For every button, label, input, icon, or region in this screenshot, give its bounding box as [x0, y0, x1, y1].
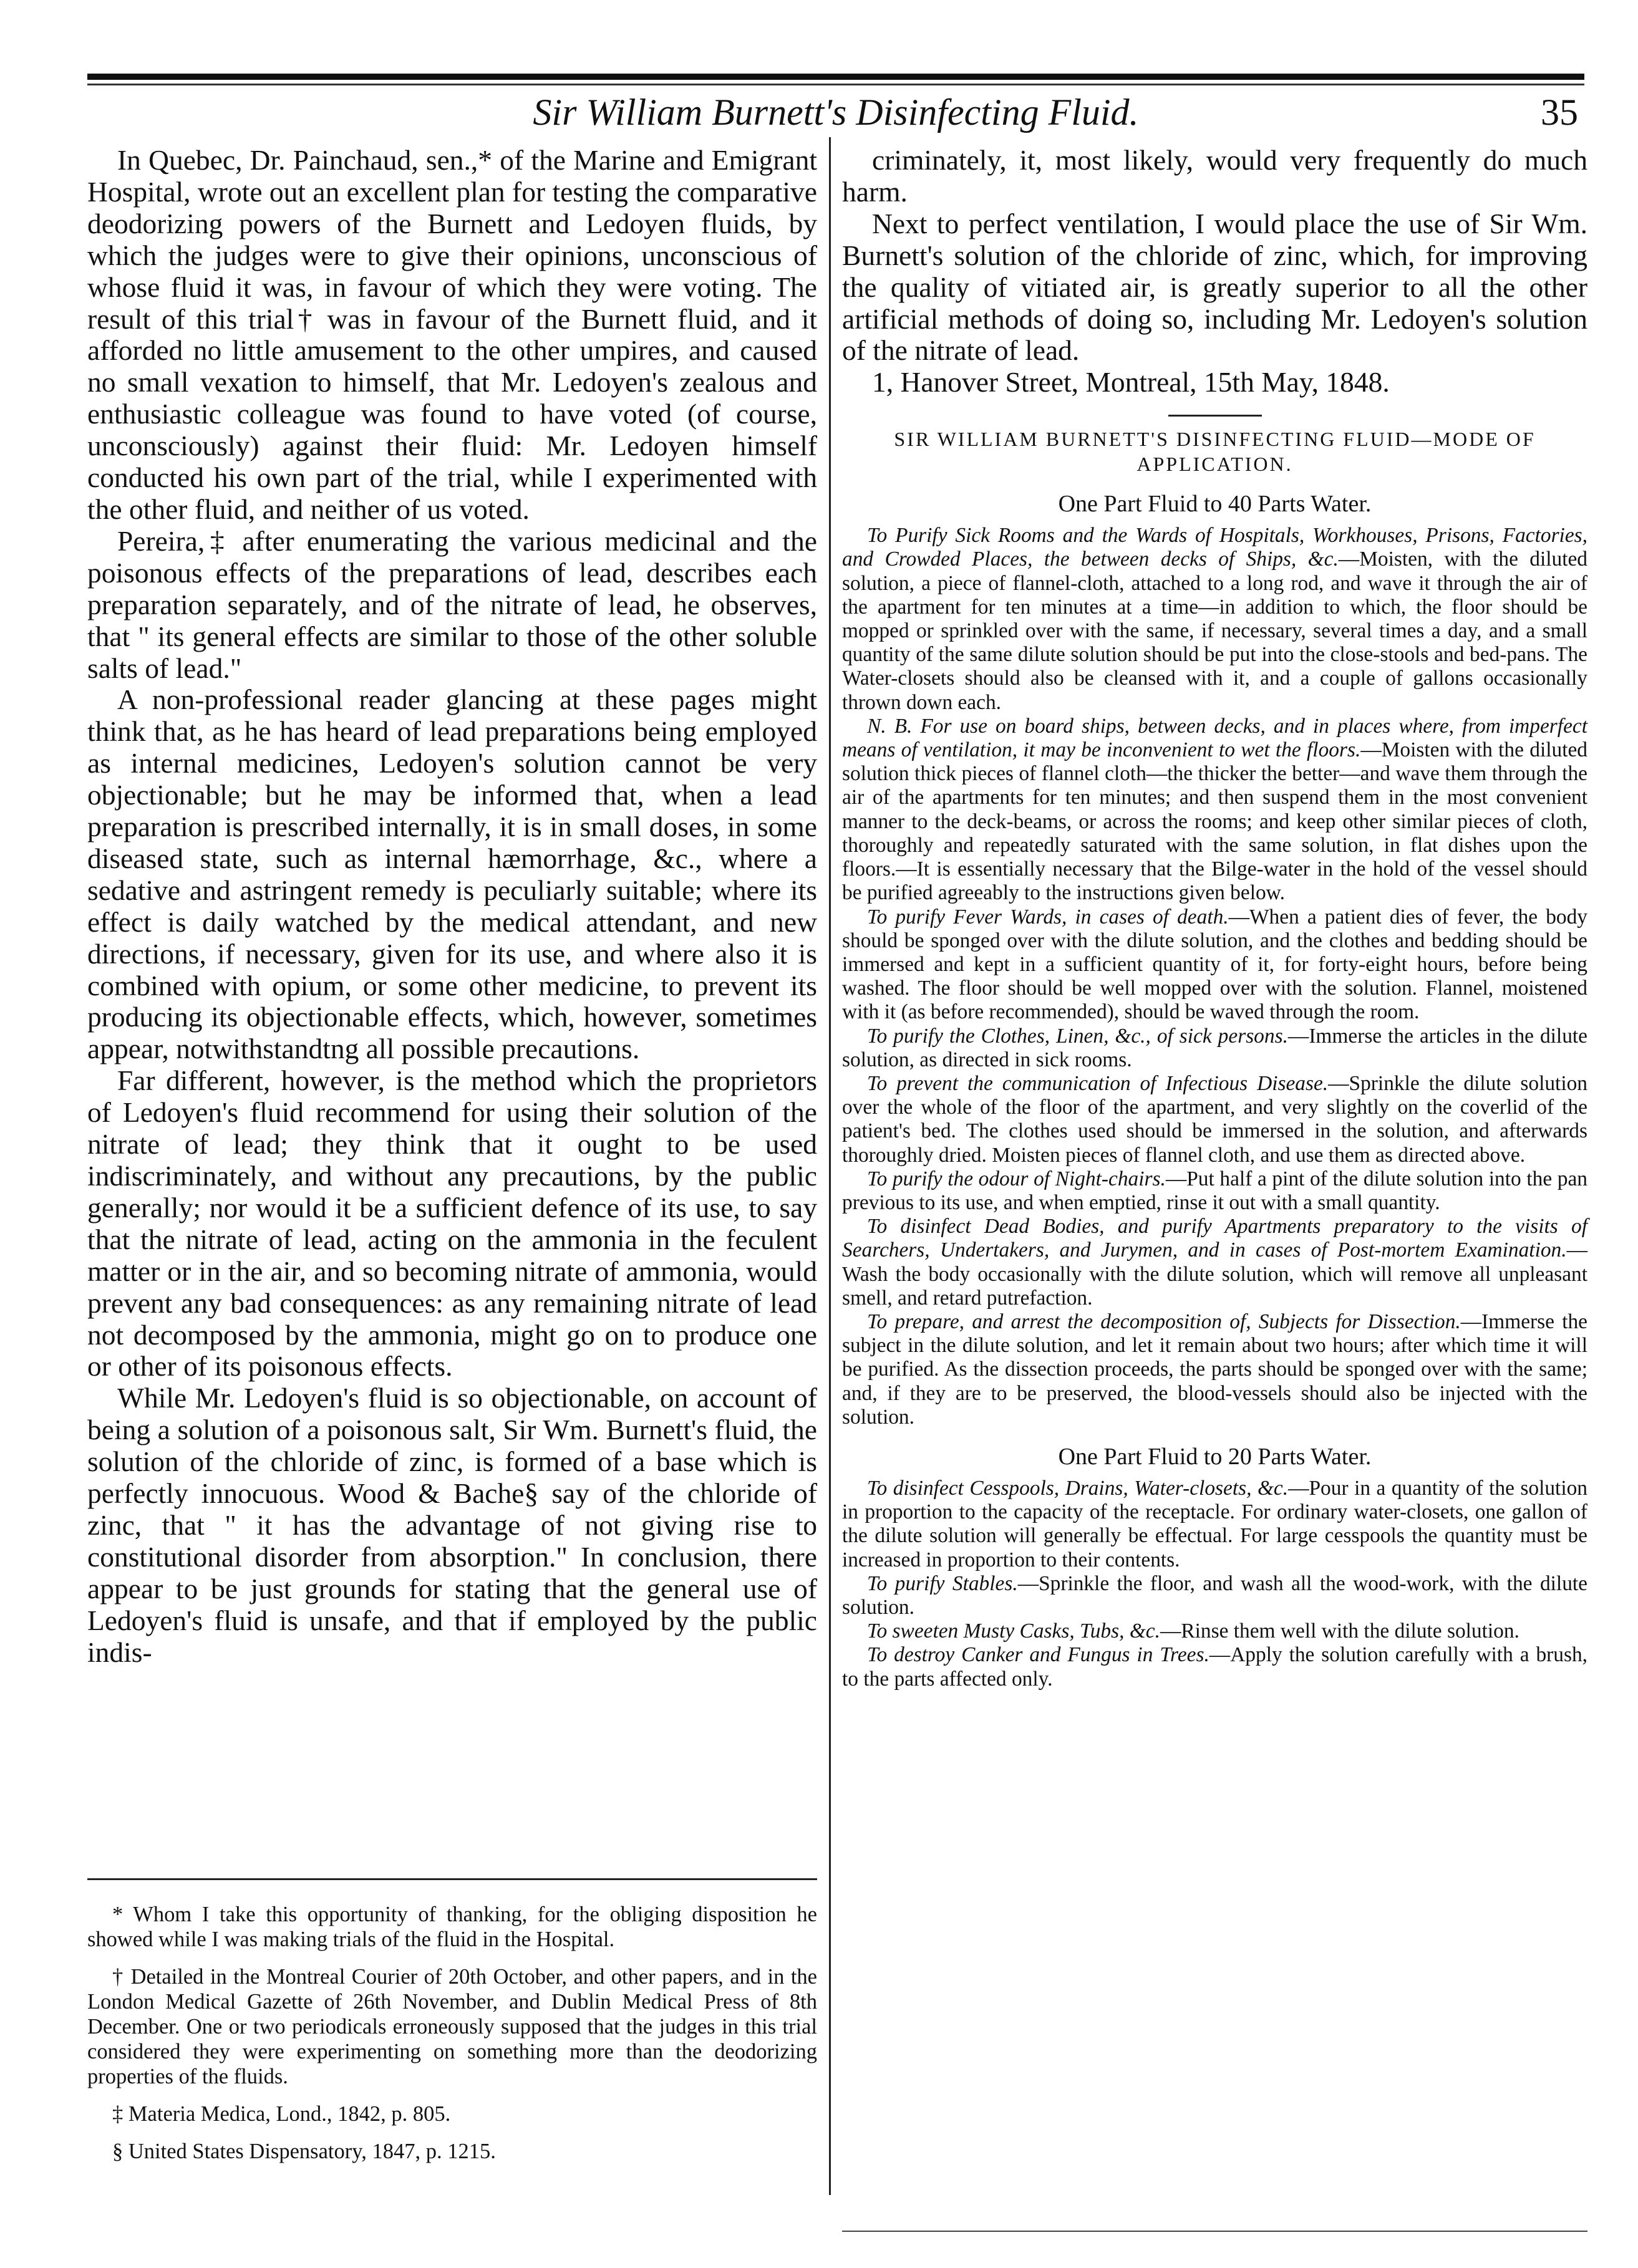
instruction-lead: To disinfect Cesspools, Drains, Water-closets, &c. — [867, 1476, 1289, 1500]
instruction-lead: To sweeten Musty Casks, Tubs, &c. — [867, 1619, 1160, 1643]
column-divider — [829, 137, 831, 2195]
instruction-lead: To purify the odour of Night-chairs. — [867, 1167, 1166, 1190]
footnote: * Whom I take this opportunity of thanking, for the obliging disposition he showed while I was making trials of the fluid in the Hospital. — [87, 1903, 817, 1951]
instruction — [842, 1572, 1587, 1619]
instruction — [842, 905, 1587, 1025]
footnote-rule — [87, 1878, 817, 1880]
page-header — [87, 87, 1584, 143]
paragraph: While Mr. Ledoyen's fluid is so objectionable, on account of being a solution of a poisonous salt, Sir Wm. Burnett's fluid, the solution of the chloride of zinc, is formed of a base which is perfectly innocuous. Wood & Bache§ say of the chloride of zinc, that " it has the advantage of not giving rise to constitutional disorder from absorption." In conclusion, there appear to be just grounds for stating that the general use of Ledoyen's fluid is unsafe, and that if employed by the public indis- — [87, 1382, 817, 1668]
footnote: ‡ Materia Medica, Lond., 1842, p. 805. — [112, 2102, 451, 2126]
instruction-text: —When a patient dies of fever, the body should be sponged over with the dilute solution, and the clothes and bedding should be immersed and kept in a sufficient quantity of it, for forty-eight hours, before being washed. The floor should be well mopped over with the solution. Flannel, moistened with it (as before recommended), should be waved through the room. — [842, 905, 1587, 1024]
page-number: 35 — [1541, 92, 1578, 133]
running-title: Sir William Burnett's Disinfecting Fluid. — [533, 92, 1139, 133]
paragraph: In Quebec, Dr. Painchaud, sen.,* of the Marine and Emigrant Hospital, wrote out an excellent plan for testing the comparative deodorizing powers of the Burnett and Ledoyen fluids, by which the judges were to give their opinions, unconscious of whose fluid it was, in favour of which they were voting. The result of this trial† was in favour of the Burnett fluid, and it afforded no little amusement to the other umpires, and caused no small vexation to himself, that Mr. Ledoyen's zealous and enthusiastic colleague was found to have voted (of course, unconsciously) against their fluid: Mr. Ledoyen himself conducted his own part of the trial, while I experimented with the other fluid, and neither of us voted. — [87, 144, 817, 525]
subheading: One Part Fluid to 40 Parts Water. — [1058, 491, 1372, 518]
instruction — [842, 1215, 1587, 1310]
instruction — [842, 715, 1587, 905]
instruction-text: —Moisten with the diluted solution thick pieces of flannel cloth—the thicker the better—and wave them through the air of the apartments for ten minutes; and then suspend them in the most convenient manner to the deck-beams, or across the rooms; and keep other similar pieces of cloth, thoroughly and repeatedly saturated with the same solution, in flat dishes upon the floors.—It is essentially necessary that the Bilge-water in the hold of the vessel should be purified agreeably to the instructions given below. — [842, 738, 1587, 905]
bottom-rule — [842, 2231, 1587, 2232]
instruction-text: —Sprinkle the floor, and wash all the wood-work, with the dilute solution. — [842, 1571, 1587, 1619]
instruction-text: —Immerse the subject in the dilute solution, and let it remain about two hours; after which time it will be purified. As the dissection proceeds, the parts should be sponged over with the same; and, if they are to be preserved, the blood-vessels should also be injected with the solution. — [842, 1310, 1587, 1429]
instruction-text: —Put half a pint of the dilute solution into the pan previous to its use, and when emptied, rinse it out with a small quantity. — [842, 1167, 1587, 1214]
right-column — [842, 145, 1587, 1691]
instruction — [842, 1167, 1587, 1215]
instruction-lead: To Purify Sick Rooms and the Wards of Hospitals, Workhouses, Prisons, Factories, and Crowded Places, the between decks of Ships, &c. — [842, 524, 1587, 571]
paragraph: Far different, however, is the method which the proprietors of Ledoyen's fluid recommend for using their solution of the nitrate of lead; they think that it ought to be used indiscriminately, and without any precautions, by the public generally; nor would it be a sufficient defence of its use, to say that the nitrate of lead, acting on the ammonia in the feculent matter or in the air, and so becoming nitrate of ammonia, would prevent any bad consequences: as any remaining nitrate of lead not decomposed by the ammonia, might go on to produce one or other of its poisonous effects. — [87, 1064, 817, 1383]
instruction-text: —Sprinkle the dilute solution over the whole of the floor of the apartment, and very slightly on the coverlid of the patient's bed. The clothes used should be immersed in the solution, and afterwards thoroughly dried. Moisten pieces of flannel cloth, and use them as directed above. — [842, 1071, 1587, 1167]
section-divider — [1168, 415, 1262, 417]
left-column — [87, 145, 817, 1669]
instruction-lead: To purify Fever Wards, in cases of death. — [867, 905, 1229, 929]
paragraph: criminately, it, most likely, would very frequently do much harm. — [842, 144, 1587, 208]
section-heading: SIR WILLIAM BURNETT'S DISINFECTING FLUID—MODE OF APPLICATION. — [894, 428, 1536, 476]
instruction — [842, 524, 1587, 715]
instruction-lead: To disinfect Dead Bodies, and purify Apartments preparatory to the visits of Searchers, Undertakers, and Jurymen, and in cases of Post-mortem Examination. — [842, 1215, 1587, 1262]
instruction — [842, 1310, 1587, 1429]
instruction-lead: To destroy Canker and Fungus in Trees. — [867, 1643, 1209, 1667]
instruction-lead: To purify Stables. — [867, 1571, 1018, 1595]
instruction-lead: To prevent the communication of Infectious Disease. — [867, 1071, 1329, 1095]
footnote: § United States Dispensatory, 1847, p. 1215. — [112, 2140, 496, 2163]
instruction-text: —Wash the body occasionally with the dilute solution, which will remove all unpleasant smell, and retard putrefaction. — [842, 1238, 1587, 1310]
header-rule — [87, 74, 1584, 80]
instruction-text: —Rinse them well with the dilute solution. — [1160, 1619, 1519, 1643]
instruction-text: —Pour in a quantity of the solution in proportion to the capacity of the receptacle. For ordinary water-closets, one gallon of the dilute solution will generally be effectual. For large cesspools the quantity must be increased in proportion to their contents. — [842, 1476, 1588, 1571]
instruction — [842, 1072, 1587, 1167]
signature-line: 1, Hanover Street, Montreal, 15th May, 1848. — [872, 366, 1390, 398]
instruction-text: —Moisten, with the diluted solution, a piece of flannel-cloth, attached to a long rod, and wave it through the air of the apartment for ten minutes at a time—in addition to which, the floor should be mopped or sprinkled over with the same, if necessary, several times a day, and a small quantity of the same dilute solution should be put into the close-stools and bed-pans. The Water-closets should also be cleansed with it, and a couple of gallons occasionally thrown down each. — [842, 548, 1587, 714]
paragraph: A non-professional reader glancing at these pages might think that, as he has heard of lead preparations being employed as internal medicines, Ledoyen's solution cannot be very objectionable; but he may be informed that, when a lead preparation is prescribed internally, it is in small doses, in some diseased state, such as internal hæmorrhage, &c., where a sedative and astringent remedy is peculiarly suitable; where its effect is daily watched by the medical attendant, and new directions, if necessary, given for its use, and where also it is combined with opium, or some other medicine, to prevent its producing its objectionable effects, which, however, sometimes appear, notwithstandtng all possible precautions. — [87, 683, 817, 1065]
footnote: † Detailed in the Montreal Courier of 20th October, and other papers, and in the London Medical Gazette of 26th November, and Dublin Medical Press of 8th December. One or two periodicals erroneously supposed that the judges in this trial considered they were experimenting on something more than the deodorizing properties of the fluids. — [87, 1965, 817, 2088]
subheading: One Part Fluid to 20 Parts Water. — [1058, 1443, 1372, 1470]
header-rule-thin — [87, 84, 1584, 85]
instruction-lead: To purify the Clothes, Linen, &c., of sick persons. — [867, 1024, 1288, 1048]
footnotes — [87, 1902, 817, 2164]
instruction-text: —Immerse the articles in the dilute solution, as directed in sick rooms. — [842, 1024, 1587, 1071]
instruction — [842, 1619, 1587, 1643]
instruction — [842, 1477, 1587, 1572]
instruction-lead: To prepare, and arrest the decomposition of, Subjects for Dissection. — [867, 1310, 1461, 1333]
instruction — [842, 1025, 1587, 1072]
instruction-text: —Apply the solution carefully with a brush, to the parts affected only. — [842, 1643, 1587, 1691]
instruction-lead: N. B. For use on board ships, between decks, and in places where, from imperfect means of ventilation, it may be inconvenient to wet the floors. — [842, 714, 1587, 762]
paragraph: Pereira,‡ after enumerating the various medicinal and the poisonous effects of the preparations of lead, describes each preparation separately, and of the nitrate of lead, he observes, that " its general effects are similar to those of the other soluble salts of lead." — [87, 524, 817, 684]
instruction — [842, 1643, 1587, 1691]
paragraph: Next to perfect ventilation, I would place the use of Sir Wm. Burnett's solution of the chloride of zinc, which, for improving the quality of vitiated air, is greatly superior to all the other artificial methods of doing so, including Mr. Ledoyen's solution of the nitrate of lead. — [842, 207, 1587, 367]
